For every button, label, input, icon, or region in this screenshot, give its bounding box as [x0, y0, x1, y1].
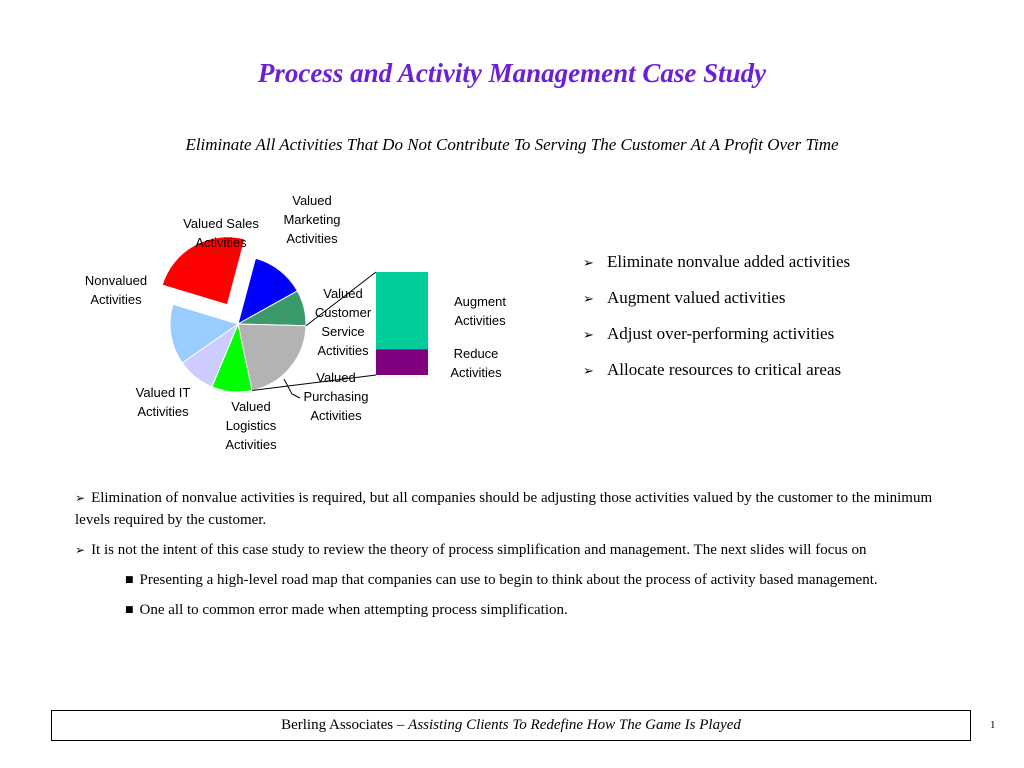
list-item: ➢ Augment valued activities [583, 286, 850, 322]
page-number: 1 [990, 719, 996, 731]
body-paragraph-1: ➢ Elimination of nonvalue activities is required, but all companies should be adjusting those activities valued by the customer to the minimum levels required by the customer. [75, 490, 933, 528]
label-valued-marketing: Valued Marketing Activities [283, 193, 341, 246]
label-nonvalued: Nonvalued Activities [84, 273, 148, 307]
label-valued-purchasing: Valued Purchasing Activities [303, 370, 369, 423]
footer-company: Berling Associates – [281, 717, 409, 733]
key-actions-list [583, 250, 850, 394]
sub-bullet-2: ■ One all to common error made when attempting process simplification. [125, 602, 568, 618]
list-item: ➢ Allocate resources to critical areas [583, 358, 850, 394]
body-text [75, 487, 965, 629]
arrow-bullet-icon: ➢ [583, 256, 594, 271]
label-valued-customer-service: Valued Customer Service Activities [314, 286, 372, 358]
sub-bullet-1: ■ Presenting a high-level road map that companies can use to begin to think about the process of activity based management. [125, 572, 878, 588]
label-valued-logistics: Valued Logistics Activities [225, 399, 277, 452]
purchasing-leader-line [284, 379, 300, 398]
list-item: ➢ Adjust over-performing activities [583, 322, 850, 358]
breakout-bar-augment-activities [376, 272, 428, 349]
arrow-bullet-icon: ➢ [583, 328, 594, 343]
square-bullet-icon: ■ [125, 605, 134, 615]
body-paragraph-2: ➢ It is not the intent of this case study to review the theory of process simplification and management. The next slides will focus on [75, 542, 867, 558]
slide-title: Process and Activity Management Case Study [257, 58, 767, 88]
arrow-bullet-icon: ➢ [583, 364, 594, 379]
list-item: ➢ Eliminate nonvalue added activities [583, 250, 850, 286]
label-valued-sales: Valued Sales Activities [183, 216, 259, 250]
footer-tagline: Assisting Clients To Redefine How The Game Is Played [408, 717, 741, 733]
label-augment: Augment Activities [453, 294, 507, 328]
breakout-bar-reduce-activities [376, 349, 428, 375]
slide-subtitle: Eliminate All Activities That Do Not Contribute To Serving The Customer At A Profit Over Time [185, 135, 839, 154]
arrow-bullet-icon: ➢ [75, 543, 86, 557]
arrow-bullet-icon: ➢ [583, 292, 594, 307]
square-bullet-icon: ■ [125, 575, 134, 585]
arrow-bullet-icon: ➢ [75, 491, 86, 505]
footer-box [51, 710, 971, 741]
activity-pie-chart [0, 180, 560, 470]
label-valued-it: Valued IT Activities [135, 385, 191, 419]
label-reduce: Reduce Activities [450, 346, 502, 380]
